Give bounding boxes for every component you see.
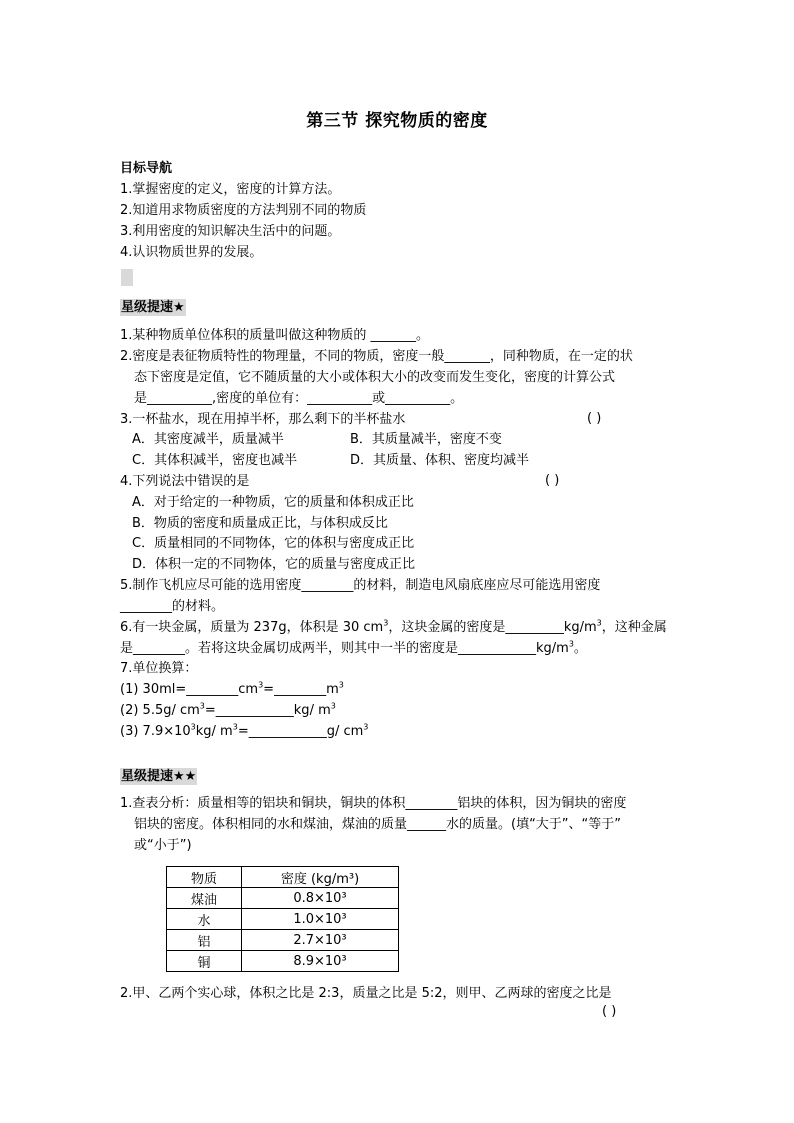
density-table (166, 866, 399, 972)
goals-heading: 目标导航 (120, 161, 173, 176)
table-row (167, 951, 399, 972)
table-row (167, 909, 399, 930)
conversion-1: (1) $30ml=\_\_\_\_\_\_\_\_cm^3=\_\_\_\_\_\_\_\_m^3$ (120, 680, 344, 697)
question-5-line1: 5.制作飞机应尽可能的选用密度________的材料，制造电风扇底座应尽可能选用密度 (120, 578, 601, 593)
question-2-line2: 态下密度是定值，它不随质量的大小或体积大小的改变而发生变化，密度的计算公式 (134, 370, 616, 385)
s2-question-1-line1: 1.查表分析：质量相等的铝块和铜块，铜块的体积________铝块的体积，因为铜块的密度 (120, 796, 627, 811)
table-row (167, 888, 399, 909)
table-cell: 铝 (167, 930, 242, 951)
option-b: B．其质量减半，密度不变 (350, 432, 502, 447)
question-2-line3: 是__________,密度的单位有：__________或__________。 (134, 391, 464, 406)
table-cell: 水 (167, 909, 242, 930)
goal-item: 2.知道用求物质密度的方法判别不同的物质 (120, 203, 367, 218)
option-b: B．物质的密度和质量成正比，与体积成反比 (132, 516, 388, 531)
option-c: C．质量相同的不同物体，它的体积与密度成正比 (132, 536, 415, 551)
goal-item: 4.认识物质世界的发展。 (120, 245, 263, 260)
page-title: 第三节 探究物质的密度 (306, 111, 488, 131)
table-cell: 煤油 (167, 888, 242, 909)
goal-item: 1.掌握密度的定义，密度的计算方法。 (120, 182, 341, 197)
table-cell: 8.9×10³ (242, 951, 399, 972)
s2-question-1-line3: 或“小于”) (134, 838, 192, 853)
question-7: 7.单位换算： (120, 661, 198, 676)
question-3: 3.一杯盐水，现在用掉半杯，那么剩下的半杯盐水 (120, 412, 406, 427)
conversion-2: (2) 5.5g/ $cm^3=\_\_\_\_\_\_\_\_\_\_\_\_kg/$ $m^3$ (120, 701, 336, 718)
answer-paren: ( ) (602, 1004, 617, 1019)
table-cell: 1.0×10³ (242, 909, 399, 930)
s2-question-2: 2.甲、乙两个实心球，体积之比是 2:3，质量之比是 5:2，则甲、乙两球的密度之比是 (120, 986, 612, 1001)
table-header: 密度 (kg/m³) (242, 867, 399, 888)
option-a: A．其密度减半，质量减半 (132, 432, 284, 447)
question-5-line2: ________的材料。 (120, 599, 225, 614)
question-2-line1: 2.密度是表征物质特性的物理量，不同的物质，密度一般_______，同种物质，在一定的状 (120, 349, 633, 364)
option-a: A．对于给定的一种物质，它的质量和体积成正比 (132, 495, 414, 510)
table-cell: 0.8×10³ (242, 888, 399, 909)
goal-item: 3.利用密度的知识解决生活中的问题。 (120, 224, 341, 239)
table-cell: 铜 (167, 951, 242, 972)
section1-heading: 星级提速★ (121, 300, 185, 315)
gray-marker (121, 269, 133, 286)
question-6-line2: 是________。若将这块金属切成两半，则其中一半的密度是$\_\_\_\_\_\_\_\_\_\_\_\_kg/m^3$。 (120, 639, 587, 656)
answer-paren: ( ) (587, 411, 602, 426)
table-header: 物质 (167, 867, 242, 888)
section2-heading: 星级提速★★ (121, 769, 197, 784)
question-4: 4.下列说法中错误的是 (120, 474, 250, 489)
table-row (167, 930, 399, 951)
table-header-row (167, 867, 399, 888)
option-d: D．体积一定的不同物体，它的质量与密度成正比 (132, 557, 416, 572)
s2-question-1-line2: 铝块的密度。体积相同的水和煤油，煤油的质量______水的质量。(填“大于”、“等于” (134, 817, 622, 832)
conversion-3: (3) $7.9\times 10^3kg/$ $m^3=\_\_\_\_\_\_\_\_\_\_\_\_g/$ $cm^3$ (120, 722, 369, 739)
option-d: D．其质量、体积、密度均减半 (350, 453, 530, 468)
answer-paren: ( ) (545, 473, 560, 488)
table-cell: 2.7×10³ (242, 930, 399, 951)
option-c: C．其体积减半，密度也减半 (132, 453, 298, 468)
question-1: 1.某种物质单位体积的质量叫做这种物质的 _______。 (120, 328, 430, 343)
question-6-line1: 6.有一块金属，质量为 237g，体积是 30 $cm^3$，这块金属的密度是$\_\_\_\_\_\_\_\_\_kg/m^3$，这种金属 (120, 618, 667, 635)
